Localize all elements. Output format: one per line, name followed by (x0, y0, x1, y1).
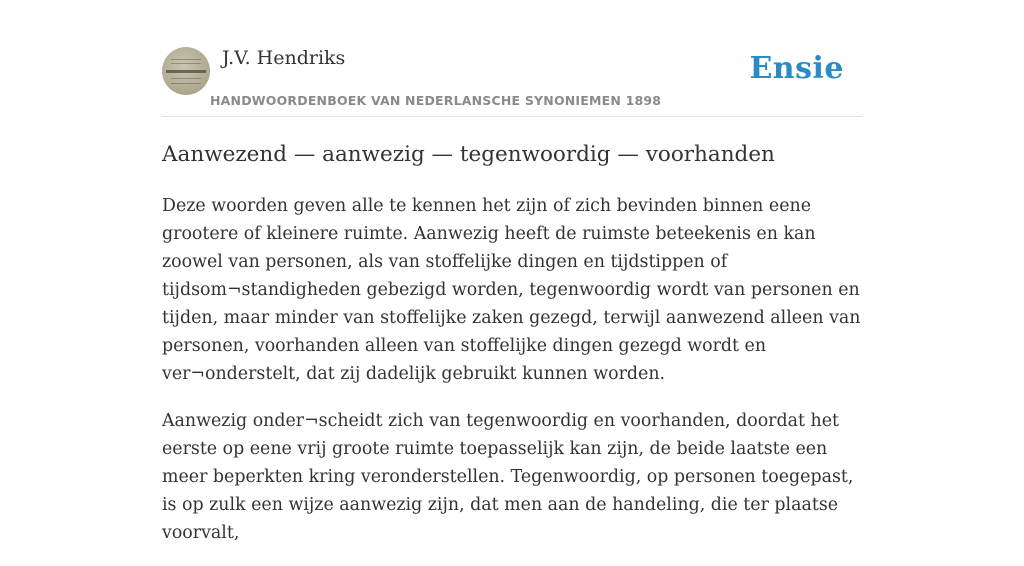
page-title: Aanwezend — aanwezig — tegenwoordig — voorhanden (162, 142, 775, 167)
article-body (162, 192, 862, 566)
author-name[interactable]: J.V. Hendriks (222, 47, 346, 69)
author-avatar[interactable] (162, 47, 210, 95)
paragraph: Deze woorden geven alle te kennen het zijn of zich bevinden binnen eene grootere of kleinere ruimte. Aanwezig heeft de ruimste beteekenis en kan zoowel van personen, als van stoffelijke dingen en tijdstippen of tijdsom¬standigheden gebezigd worden, tegenwoordig wordt van personen en tijden, maar minder van stoffelijke zaken gezegd, terwijl aanwezend alleen van personen, voorhanden alleen van stoffelijke dingen gezegd wordt en ver¬onderstelt, dat zij dadelijk gebruikt kunnen worden. (162, 196, 861, 384)
ensie-logo[interactable]: Ensie (749, 51, 844, 86)
avatar-cover-line (171, 83, 201, 84)
avatar-cover-line (171, 78, 201, 79)
avatar-cover-line (171, 63, 201, 64)
source-title[interactable]: HANDWOORDENBOEK VAN NEDERLANSCHE SYNONIEMEN 1898 (210, 93, 662, 108)
avatar-cover-line (171, 59, 201, 60)
paragraph: Aanwezig onder¬scheidt zich van tegenwoordig en voorhanden, doordat het eerste op eene vrij groote ruimte toepasselijk kan zijn, de beide laatste een meer beperkten kring veronderstellen. Tegenwoordig, op personen toegepast, is op zulk een wijze aanwezig zijn, dat men aan de handeling, die ter plaatse voorvalt, (162, 411, 854, 543)
article-header (162, 0, 862, 117)
article (162, 0, 862, 543)
avatar-cover-band (166, 70, 206, 73)
